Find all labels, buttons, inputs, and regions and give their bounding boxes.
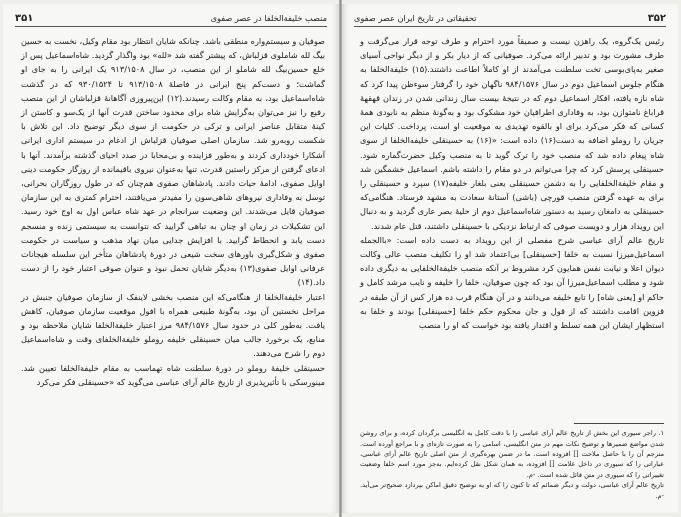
right-page — [342, 4, 678, 513]
left-page-header — [15, 10, 327, 27]
left-page — [3, 4, 339, 513]
right-page-body — [360, 34, 664, 332]
running-title: تحقیقاتی در تاریخ ایران عصر صفوی — [354, 13, 477, 23]
footnote: ۱. راجر سیوری این بخش از تاریخ عالم آرای عباسی را با دقت کامل به انگلیسی برگردان کرده، و برای روشن شدن مواضع ضمیرها و توضیح نکات مهم در متن انگلیسی، اسامی را به صورت تازه‌ای و با مراجع آورده است. مترجم آن را با حاصل ملاحت [] افزوده است. ما در ضمن بهره‌گیری از متن اصلی تاریخ عالم آرای عباسی، عباراتی را که سیوری در داخل علامت [] افزوده، به همان شکل نقل کرده‌ایم. به‌جز مورد اسم خلفا وضعیت تغییراتی را که سیوری در متن قائل شده است. -م. — [360, 429, 664, 479]
paragraph: اعتبار خلیفةالخلفا از هنگامی‌که این منصب بخشی لاینفک از سازمان صوفیان جنبش در مراحل نخستین آن بود، به‌گونهٔ طبیعی همراه با افول موقعیت سازمان صوفیان، کاهش یافت. به‌طور کلی در حدود سال ۹۸۴/۱۵۷۶ مرز اعتبار خلیفةالخلفا شایان ملاحظه بود و منابع، یک برخورد جالب میان حسینقلی خلیفه روملو خلیفةالخلفای وقت و شاه‌اسماعیل دوم را شرح می‌دهند. — [21, 291, 326, 359]
left-page-body — [21, 34, 325, 389]
page-number: ۳۵۲ — [647, 12, 666, 24]
running-title: منصب خلیفةالخلفا در عصر صفوی — [210, 13, 327, 23]
paragraph: صوفیان و سیستم‌واره منطقی باشد. چنانکه شایان انتظار بود مقام وکیل، نخست به حسین بیگ لله شاملوی قزلباش، که پیشتر گفته شد «لله» بود واگذار گردید. شاه‌اسماعیل پس از خلع حسین‌بیگ لله شاملو از این منصب، در سال ۹۱۳/۱۵۰۸ یک ایرانی را به جای او گماشت؛ و دست‌کم پنج ایرانی در فاصلهٔ ۹۱۳/۱۵۰۸ تا ۹۳۰/۱۵۲۴ که در گذشت شاه‌اسماعیل بود، به مقام وکالت رسیدند.(۱۲) این‌پیروزی آگاهانهٔ قزلباشان از این منصب رفیع را نیز می‌توان به‌گرایش شاه برای محدود ساختن قدرت آنها از یک‌سو و کاستن از کینهٔ متقابل عناصر ایرانی و ترکی در حکومت از سوی دیگر توضیح داد. این تلاش با شکست روبه‌رو شد. سازمان اصلی صوفیان قزلباش از ادغام در سیستم اداری ایرانی آشکارا خودداری کردند و به‌طور فزاینده و بی‌محابا در صدد احیای گذشته برآمدند. آنها با ادعای گرفتن از مرکز راستین قدرت، تنها به‌عنوان نیروی باقیمانده از روزگار حکومت دینی اوایل صفوی، ادامهٔ حیات دادند. پادشاهان صفوی هم‌چنان که در طول روزگاران بحرانی، توسل به وفاداری نیروهای شاهی‌سون را مفیدتر می‌یافتند، احترام کمتری به این سازمان صوفیان قایل می‌شدند. این وضعیت سرانجام در عهد شاه عباس اول به اوج خود رسید. این تشکیلات در زمان او چنان به تباهی گرایید که نتوانست به سیستمی زنده و منسجم دست یابد و انحطاط گرایید. با افزایش جدایی میان نهاد مذهب و سیاست در حکومت صفوی و شکل‌گیری باورهای سخت شیعی در دورهٔ پادشاهان متأخر این سلسله هیجانات عرفانی اوایل صفوی(۱۳) به‌دیگر شایان تحمل نبود و عنوان صوفی اعتبار خود را از دست داد.(۱۴) — [21, 36, 326, 288]
page-number: ۳۵۱ — [15, 12, 34, 24]
footnote: تاریخ عالم آرای عباسی، دولت و دیگر ضمائم که تا کنون را که او به توضیح دقیق اماکن بپردازد صحیح‌تر می‌آید. -م. — [360, 481, 664, 500]
paragraph: رئیس یک‌گروه، یک راهزن نیست و صمیقاً مورد احترام و طرف توجه قرار می‌گرفت و طرف مشورت بود و تدبیر ارائه می‌کرد. صوفیانی که از دیار بکر و از دیگر نواحی آسیای صغیر به‌پای‌بوسی تخت سلطنت می‌آمدند از او کاملاً اطاعت داشتند.(۱۵) خلیفةالخلفا به هنگام جلوس اسماعیل دوم در سال ۹۸۴/۱۵۷۶ ناگهان خود را گرفتار سوءظن پیدا کرد که شاه نازه یافته، افکار اسماعیل دوم که در نتیجهٔ بیست سال زندانی شدن در زندان قهقههٔ قراباغ نامتوازن بود، به وفاداری اطرافیان خود مشکوک بود و به‌گونهٔ منظم به نابودی همهٔ کسانی که فکر می‌کرد برای او بالقوه تهدیدی به موقعیت او است، پرداخت. کلیات این جریان را روملو اضافه به دست(۱۶) داده است: «(۱۶) به حسینقلی خلیفه‌الخلفا از سوی شاه پیغام داده شد که منصب خود را ترک گوید تا به منصب وکیل حضرت‌گماره شود. حسینقلی پرسش کرد که چرا می‌توانم در دو مقام را داشته باشم. اسماعیل خشمگین شد و مقام خلیفةالخلفایی را به دشمن حسینقلی یعنی بلغار خلیفه(۱۷) سپرد و حسینقلی را برای به عهده گرفتن منصب قورچی (باشی) آستانهٔ سعادت به مشهد فرستاد. هنگامی‌که حسینقلی به دامغان رسید به دستور شاه‌اسماعیل دوم از حلیهٔ بصر عاری گردید و به دنبال این رویداد هزار و دویست صوفی که ارتباط نزدیکی با حسینقلی داشتند، قتل عام شدند. — [360, 36, 665, 231]
footnotes — [360, 423, 664, 501]
paragraph: تاریخ عالم آرای عباسی شرح مفصلی از این رویداد به دست داده است: «با‌الجمله اسماعیل‌میرزا نسبت به خلفا [حسینقلی] بی‌اعتماد شد او را تکلیف منصب عالی وکالت دیوان اعلا و نیابت نفس همایون کرد مشروط بر آنکه منصب خلیفةالخلفایی به دیگری داده شود و مطلب اسماعیل‌میرزا آن بود که چون صوفیان، خلفا را خلیفه و نایب مرشد کامل و حاکم او [یعنی شاه] را تابع خلیفه می‌دانند و در آن هنگام قرب ده هزار کس از آن طبقه در قزوین اقامت داشتند که از قول و جان محکوم حکم خلفا [حسینقلی] بودند و خلفا به استظهار ایشان این همه تسلط و اقتدار یافته بود خواست که او را منصب — [360, 234, 664, 331]
paragraph: حسینقلی خلیفهٔ روملو در دورهٔ سلطنت شاه تهماسب به مقام خلیفةالخلفا تعیین شد. مینورسکی با تأثیرپذیری از تاریخ عالم آرای عباسی می‌گوید که «حسینقلی فکر می‌کرد — [21, 362, 325, 387]
footnote-divider — [574, 423, 664, 424]
right-page-header — [354, 10, 666, 27]
